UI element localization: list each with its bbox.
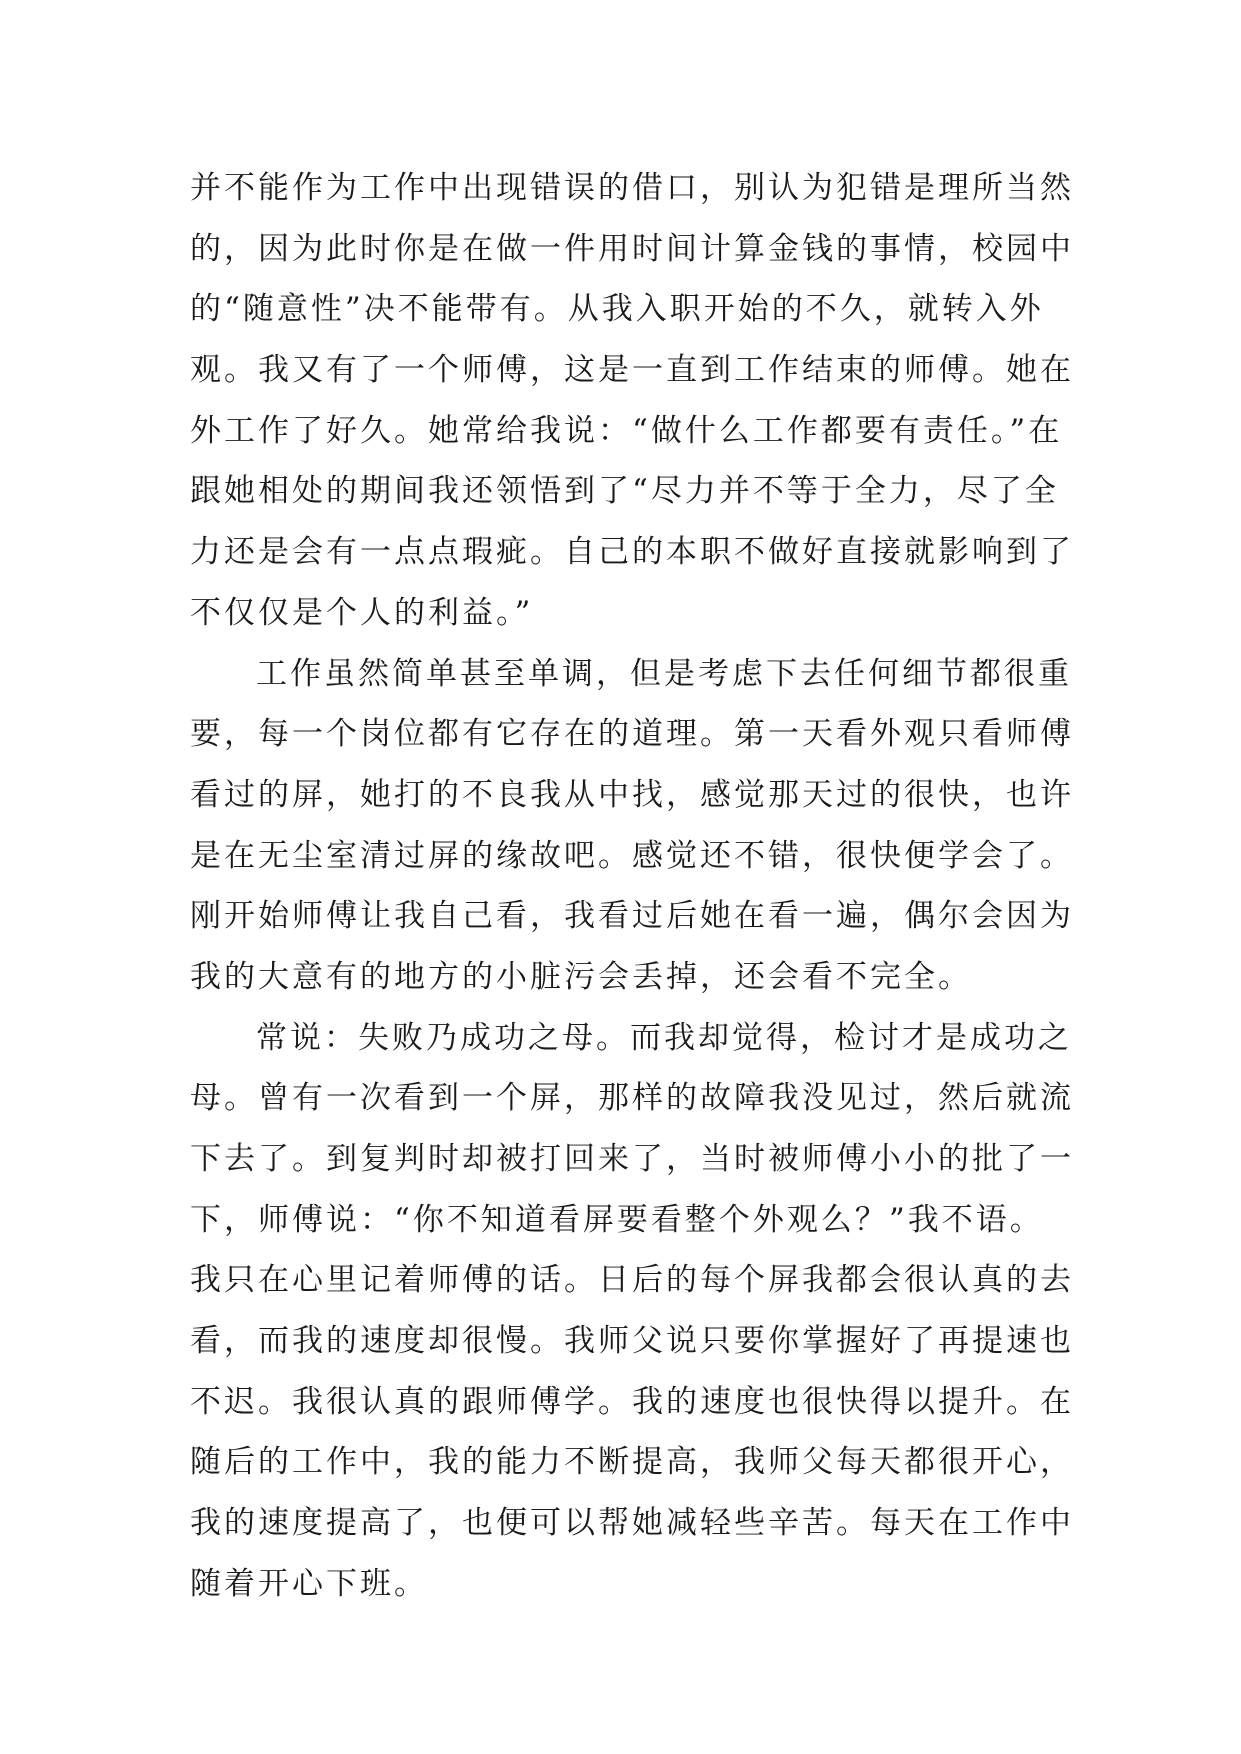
paragraph-start-line: 常说：失败乃成功之母。而我却觉得，检讨才是成功之: [256, 1019, 1072, 1056]
text-line: 我的速度提高了，也便可以帮她减轻些辛苦。每天在工作中: [190, 1505, 1074, 1542]
text-line: 随后的工作中，我的能力不断提高，我师父每天都很开心，: [190, 1444, 1074, 1481]
text-line: 是在无尘室清过屏的缘故吧。感觉还不错，很快便学会了。: [190, 837, 1074, 874]
text-line: 刚开始师傅让我自己看，我看过后她在看一遍，偶尔会因为: [190, 898, 1074, 935]
text-line: 我的大意有的地方的小脏污会丢掉，还会看不完全。: [190, 958, 972, 995]
text-line: 跟她相处的期间我还领悟到了“尽力并不等于全力，尽了全: [190, 473, 1059, 510]
text-line: 看，而我的速度却很慢。我师父说只要你掌握好了再提速也: [190, 1323, 1074, 1360]
text-line: 并不能作为工作中出现错误的借口，别认为犯错是理所当然: [190, 170, 1074, 206]
text-line: 力还是会有一点点瑕疵。自己的本职不做好直接就影响到了: [190, 534, 1074, 571]
text-line: 随着开心下班。: [190, 1565, 428, 1602]
text-line: 下，师傅说：“你不知道看屏要看整个外观么？”我不语。: [190, 1201, 1044, 1238]
text-line: 的，因为此时你是在做一件用时间计算金钱的事情，校园中: [190, 230, 1074, 267]
text-line: 观。我又有了一个师傅，这是一直到工作结束的师傅。她在: [190, 352, 1074, 389]
text-line: 不仅仅是个人的利益。”: [190, 594, 534, 631]
paragraph-start-line: 工作虽然简单甚至单调，但是考虑下去任何细节都很重: [256, 655, 1072, 692]
text-line: 下去了。到复判时却被打回来了，当时被师傅小小的批了一: [190, 1141, 1074, 1177]
text-line: 母。曾有一次看到一个屏，那样的故障我没见过，然后就流: [190, 1080, 1074, 1117]
text-line: 要，每一个岗位都有它存在的道理。第一天看外观只看师傅: [190, 716, 1074, 753]
text-line: 看过的屏，她打的不良我从中找，感觉那天过的很快，也许: [190, 776, 1074, 813]
text-line: 我只在心里记着师傅的话。日后的每个屏我都会很认真的去: [190, 1262, 1074, 1299]
text-line: 不迟。我很认真的跟师傅学。我的速度也很快得以提升。在: [190, 1383, 1074, 1420]
body-text: [190, 158, 1074, 1615]
text-line: 外工作了好久。她常给我说：“做什么工作都要有责任。”在: [190, 412, 1063, 449]
text-line: 的“随意性”决不能带有。从我入职开始的不久，就转入外: [190, 291, 1044, 328]
